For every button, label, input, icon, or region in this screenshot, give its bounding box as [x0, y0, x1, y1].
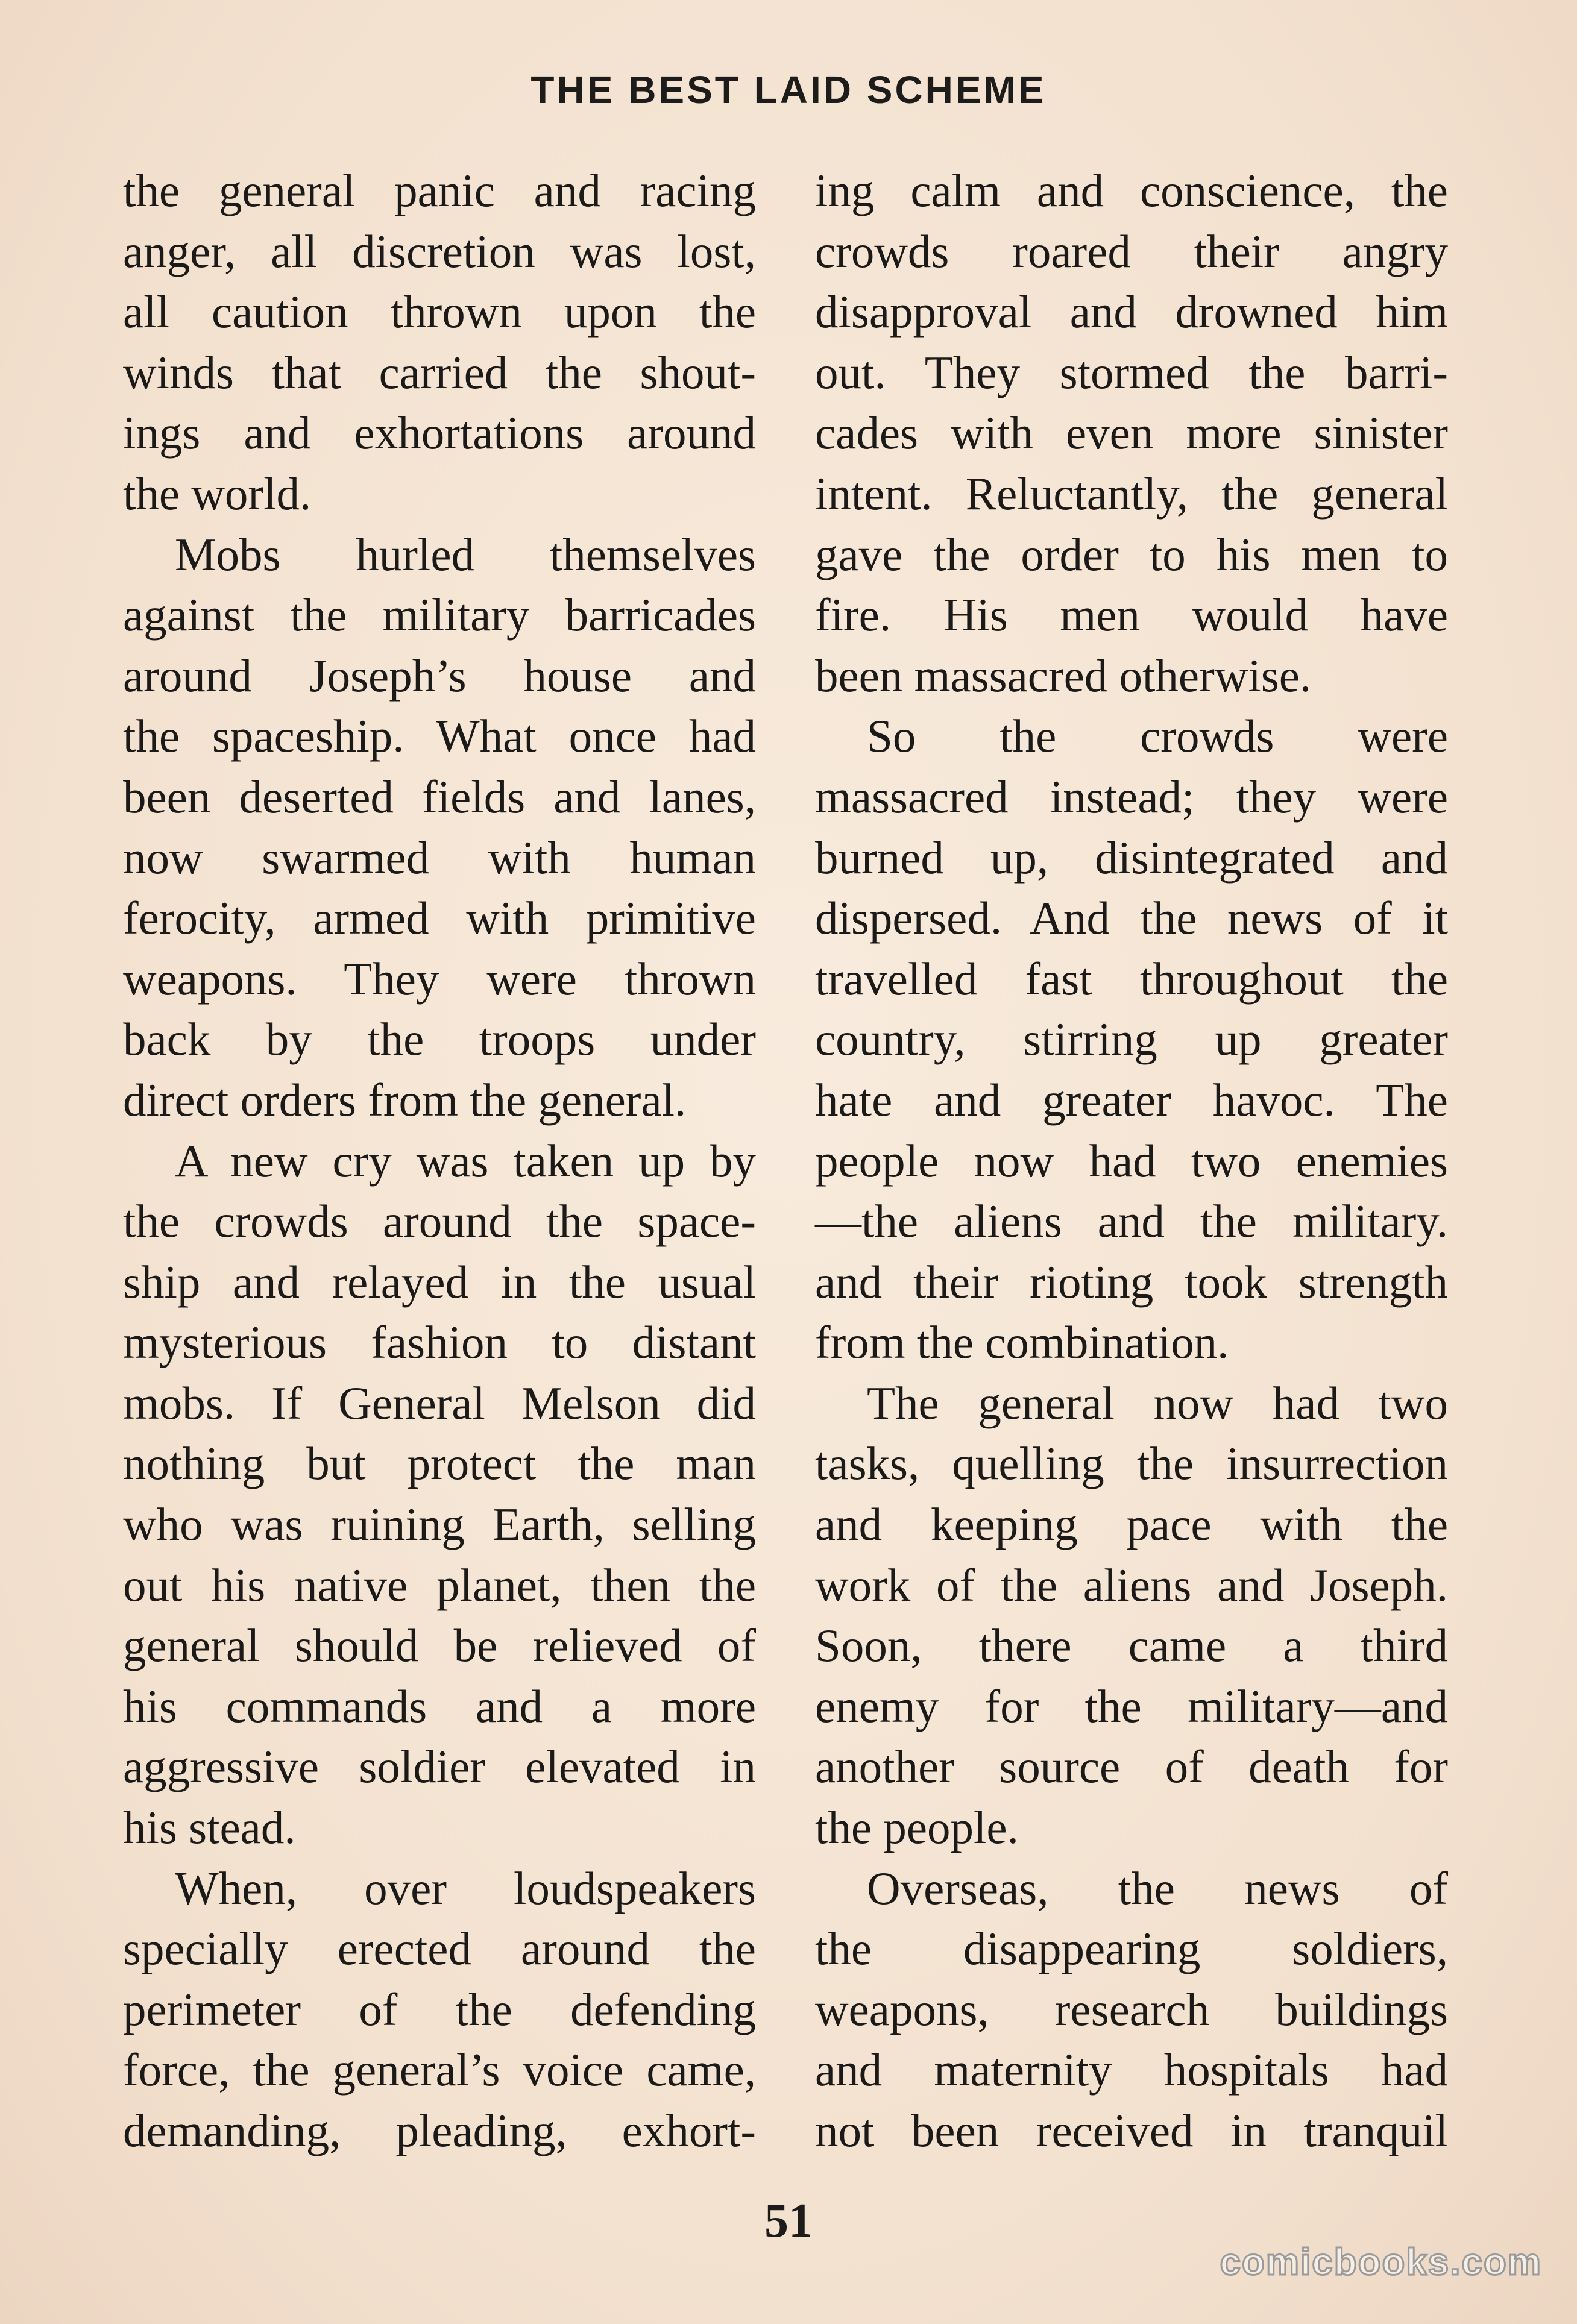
text-line: hate and greater havoc. The	[815, 1073, 1448, 1126]
text-line: the people.	[815, 1801, 1019, 1854]
text-line: intent. Reluctantly, the general	[815, 467, 1448, 520]
text-line: The general now had two	[867, 1377, 1448, 1429]
left-text-column	[123, 160, 756, 2161]
text-line: demanding, pleading, exhort-	[123, 2105, 756, 2156]
text-line: ings and exhortations around	[123, 407, 756, 459]
text-line: When, over loudspeakers	[175, 1862, 756, 1914]
text-line: the crowds around the space-	[123, 1195, 756, 1248]
text-line: the general panic and racing	[123, 165, 756, 216]
text-line: crowds roared their angry	[815, 225, 1448, 277]
text-line: burned up, disintegrated and	[815, 831, 1448, 884]
text-line: work of the aliens and Joseph.	[815, 1559, 1448, 1611]
text-line: general should be relieved of	[123, 1619, 756, 1672]
text-line: nothing but protect the man	[123, 1437, 756, 1490]
text-line: cades with even more sinister	[815, 407, 1448, 459]
text-line: fire. His men would have	[815, 589, 1448, 641]
text-line: gave the order to his men to	[815, 528, 1448, 580]
text-line: and their rioting took strength	[815, 1255, 1448, 1308]
text-line: mysterious fashion to distant	[123, 1316, 756, 1369]
page-number: 51	[764, 2194, 813, 2247]
text-line: around Joseph’s house and	[123, 649, 756, 702]
text-line: weapons, research buildings	[815, 1983, 1448, 2035]
text-line: Mobs hurled themselves	[175, 528, 756, 580]
text-line: aggressive soldier elevated in	[123, 1741, 756, 1793]
text-line: massacred instead; they were	[815, 770, 1448, 823]
text-line: disapproval and drowned him	[815, 286, 1448, 338]
text-line: and maternity hospitals had	[815, 2044, 1448, 2096]
text-line: tasks, quelling the insurrection	[815, 1437, 1448, 1490]
text-line: the world.	[123, 467, 312, 520]
text-line: weapons. They were thrown	[123, 952, 756, 1005]
text-line: specially erected around the	[123, 1923, 756, 1975]
text-line: winds that carried the shout-	[123, 346, 756, 398]
text-line: Soon, there came a third	[815, 1619, 1448, 1672]
text-line: ship and relayed in the usual	[123, 1255, 756, 1308]
text-line: perimeter of the defending	[123, 1983, 756, 2035]
text-line: the spaceship. What once had	[123, 710, 756, 762]
text-line: dispersed. And the news of it	[815, 892, 1448, 944]
text-line: been massacred otherwise.	[815, 649, 1312, 702]
text-line: anger, all discretion was lost,	[123, 225, 756, 277]
text-line: So the crowds were	[867, 710, 1448, 762]
text-line: A new cry was taken up by	[175, 1134, 756, 1187]
text-line: force, the general’s voice came,	[123, 2044, 756, 2096]
text-line: Overseas, the news of	[867, 1862, 1448, 1914]
text-line: out. They stormed the barri-	[815, 346, 1448, 398]
text-line: country, stirring up greater	[815, 1013, 1448, 1066]
text-line: the disappearing soldiers,	[815, 1923, 1448, 1975]
text-line: not been received in tranquil	[815, 2105, 1448, 2156]
text-line: his stead.	[123, 1801, 296, 1854]
text-line: against the military barricades	[123, 589, 756, 641]
text-line: back by the troops under	[123, 1013, 756, 1066]
text-line: travelled fast throughout the	[815, 952, 1448, 1005]
text-line: direct orders from the general.	[123, 1073, 687, 1126]
text-line: now swarmed with human	[123, 831, 756, 884]
text-line: out his native planet, then the	[123, 1559, 756, 1611]
right-text-column	[815, 160, 1448, 2161]
text-line: his commands and a more	[123, 1680, 756, 1732]
text-line: ferocity, armed with primitive	[123, 892, 756, 944]
watermark-logo: comicbooks.com	[1220, 2241, 1542, 2283]
text-line: —the aliens and the military.	[815, 1195, 1448, 1248]
text-line: people now had two enemies	[815, 1134, 1448, 1187]
text-line: all caution thrown upon the	[123, 286, 756, 338]
text-line: and keeping pace with the	[815, 1498, 1448, 1551]
text-line: mobs. If General Melson did	[123, 1377, 756, 1429]
text-line: who was ruining Earth, selling	[123, 1498, 756, 1551]
text-line: been deserted fields and lanes,	[123, 770, 756, 823]
text-line: another source of death for	[815, 1741, 1448, 1793]
text-line: enemy for the military—and	[815, 1680, 1448, 1732]
running-head: THE BEST LAID SCHEME	[530, 68, 1047, 111]
text-line: from the combination.	[815, 1316, 1229, 1369]
text-line: ing calm and conscience, the	[815, 165, 1448, 216]
